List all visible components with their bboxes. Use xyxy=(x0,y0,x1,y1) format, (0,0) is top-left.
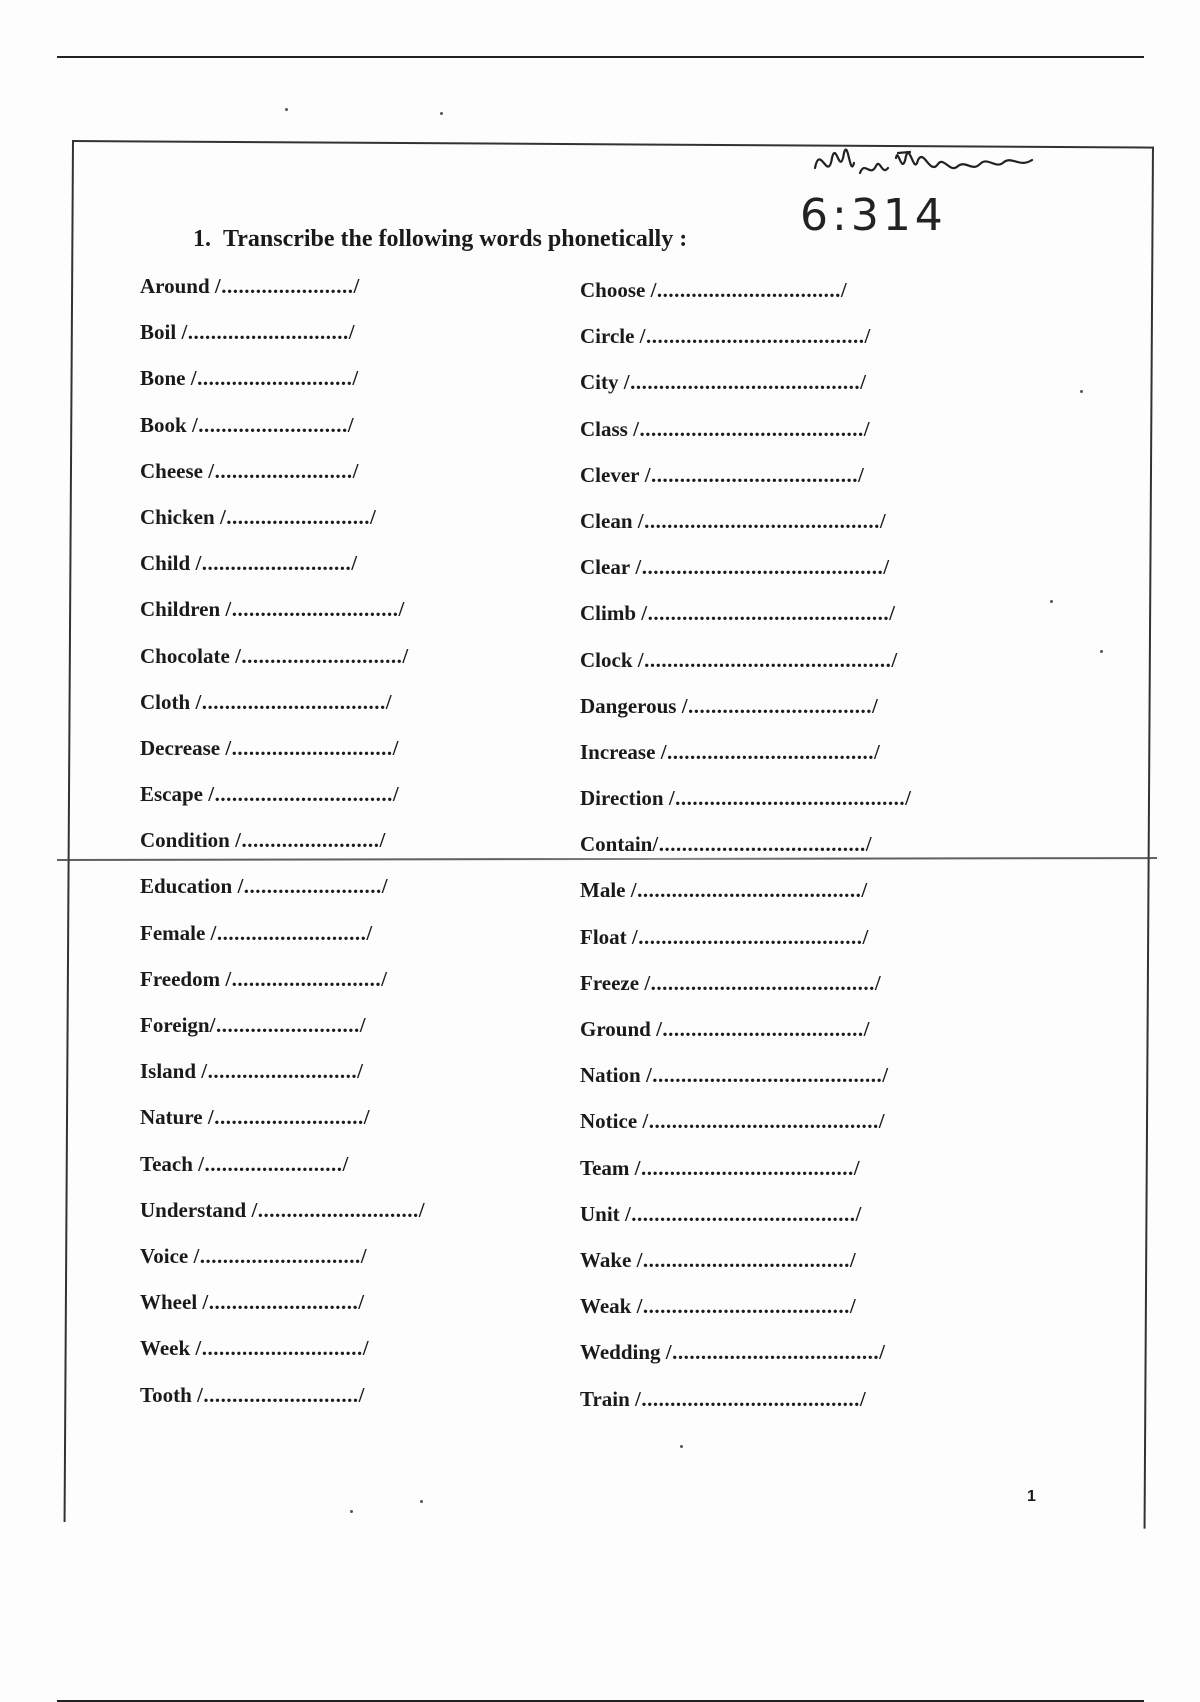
word-row xyxy=(140,366,425,412)
word-label: Cheese xyxy=(140,458,203,483)
question-heading xyxy=(193,226,687,253)
transcription-blank[interactable]: /...................................../ xyxy=(634,1155,861,1180)
word-label: Dangerous xyxy=(580,693,677,718)
question-number: 1. xyxy=(193,226,211,252)
transcription-blank[interactable]: /........................................../ xyxy=(641,601,896,626)
word-row xyxy=(580,925,912,971)
word-row xyxy=(580,878,912,924)
transcription-blank[interactable]: /......................................../ xyxy=(645,1063,889,1088)
word-row xyxy=(140,690,425,736)
transcription-blank[interactable]: /........................../ xyxy=(195,551,358,576)
word-label: Boil xyxy=(140,320,177,345)
transcription-blank[interactable]: /..................................../ xyxy=(652,832,873,857)
word-label: Children xyxy=(140,597,221,622)
transcription-blank[interactable]: /......................../ xyxy=(198,1151,349,1176)
word-label: Decrease xyxy=(140,735,221,760)
word-label: Education xyxy=(140,874,233,899)
word-row xyxy=(140,1383,425,1429)
word-row xyxy=(580,509,912,555)
question-text: Transcribe the following words phonetically : xyxy=(223,226,688,252)
transcription-blank[interactable]: /........................../ xyxy=(210,920,373,945)
word-row xyxy=(580,417,912,463)
transcription-blank[interactable]: /............................/ xyxy=(195,1336,370,1361)
scan-speck xyxy=(350,1510,353,1513)
word-label: Team xyxy=(580,1155,630,1180)
word-row xyxy=(580,786,912,832)
scan-speck xyxy=(420,1500,423,1503)
word-row xyxy=(140,597,425,643)
word-row xyxy=(140,459,425,505)
word-label: Climb xyxy=(580,601,637,626)
scan-speck xyxy=(680,1445,683,1448)
word-label: Understand xyxy=(140,1197,247,1222)
word-row xyxy=(140,551,425,597)
transcription-blank[interactable]: /................................/ xyxy=(650,278,848,302)
transcription-blank[interactable]: /......................./ xyxy=(214,274,360,298)
word-label: Nature xyxy=(140,1105,203,1130)
transcription-blank[interactable]: /......................................../ xyxy=(623,370,867,395)
word-row xyxy=(140,1152,425,1198)
transcription-blank[interactable]: /........................./ xyxy=(209,1013,367,1037)
transcription-blank[interactable]: /........................../ xyxy=(191,412,355,437)
word-row xyxy=(140,1059,425,1105)
transcription-blank[interactable]: /........................../ xyxy=(202,1290,365,1315)
transcription-blank[interactable]: /......................................./ xyxy=(630,878,868,903)
transcription-blank[interactable]: /..................................../ xyxy=(636,1247,857,1272)
transcription-blank[interactable]: /......................../ xyxy=(235,828,386,853)
word-row xyxy=(580,463,912,509)
word-row xyxy=(140,505,425,551)
word-label: City xyxy=(580,370,619,395)
top-rule xyxy=(57,56,1144,58)
page-number: 1 xyxy=(1027,1488,1036,1505)
word-row xyxy=(140,782,425,828)
scan-speck xyxy=(1100,650,1103,653)
transcription-blank[interactable]: /..................................../ xyxy=(660,739,881,764)
transcription-blank[interactable]: /....................................../ xyxy=(635,1386,867,1411)
word-label: Clock xyxy=(580,647,633,672)
word-label: Class xyxy=(580,416,628,441)
word-label: Notice xyxy=(580,1109,638,1134)
transcription-blank[interactable]: /......................../ xyxy=(237,874,389,899)
transcription-blank[interactable]: /....................................../ xyxy=(639,324,871,349)
transcription-blank[interactable]: /..................................../ xyxy=(644,462,865,487)
word-row xyxy=(140,1336,425,1382)
word-label: Book xyxy=(140,412,187,437)
word-label: Contain xyxy=(580,832,653,857)
word-row xyxy=(580,1294,912,1340)
transcription-blank[interactable]: /............................/ xyxy=(181,320,356,345)
word-label: Tooth xyxy=(140,1382,192,1407)
word-label: Escape xyxy=(140,782,203,807)
word-row xyxy=(140,644,425,690)
transcription-blank[interactable]: /................................/ xyxy=(195,689,393,714)
word-row xyxy=(580,278,912,324)
word-row xyxy=(580,740,912,786)
word-label: Increase xyxy=(580,739,656,764)
word-label: Weak xyxy=(580,1294,632,1319)
word-label: Foreign xyxy=(140,1013,210,1037)
word-label: Cloth xyxy=(140,689,191,714)
word-row xyxy=(580,971,912,1017)
word-label: Bone xyxy=(140,366,186,391)
word-row xyxy=(580,1387,912,1433)
transcription-blank[interactable]: /............................./ xyxy=(225,597,405,622)
transcription-blank[interactable]: /......................../ xyxy=(208,458,359,483)
word-label: Wheel xyxy=(140,1290,198,1315)
word-label: Child xyxy=(140,551,191,576)
transcription-blank[interactable]: /......................................../ xyxy=(668,786,912,811)
word-row xyxy=(580,1109,912,1155)
word-row xyxy=(580,694,912,740)
word-row xyxy=(140,874,425,920)
word-label: Condition xyxy=(140,828,230,853)
word-label: Female xyxy=(140,920,206,945)
transcription-blank[interactable]: /.........................../ xyxy=(190,366,359,391)
word-label: Clever xyxy=(580,462,640,487)
word-row xyxy=(580,1156,912,1202)
word-row xyxy=(140,1244,425,1290)
word-label: Train xyxy=(580,1386,630,1411)
word-row xyxy=(140,1198,425,1244)
word-label: Clear xyxy=(580,555,631,580)
word-label: Freedom xyxy=(140,966,221,991)
word-label: Around xyxy=(140,274,210,298)
word-row xyxy=(140,320,425,366)
scan-speck xyxy=(1050,600,1053,603)
word-row xyxy=(140,967,425,1013)
word-label: Wedding xyxy=(580,1340,661,1365)
word-label: Circle xyxy=(580,324,635,349)
transcription-blank[interactable]: /.........................../ xyxy=(197,1382,365,1407)
transcription-blank[interactable]: /......................................./ xyxy=(633,416,871,441)
word-row xyxy=(140,413,425,459)
word-label: Unit xyxy=(580,1201,620,1226)
word-row xyxy=(140,1290,425,1336)
signature-code: 6:314 xyxy=(800,190,947,241)
word-label: Nation xyxy=(580,1063,641,1088)
word-label: Voice xyxy=(140,1243,189,1268)
right-word-column xyxy=(580,278,912,1433)
transcription-blank[interactable]: /..................................../ xyxy=(636,1294,857,1319)
word-row xyxy=(580,555,912,601)
transcription-blank[interactable]: /......................................./ xyxy=(644,970,882,995)
word-label: Male xyxy=(580,878,626,903)
transcription-blank[interactable]: /........................../ xyxy=(207,1105,371,1130)
word-label: Chocolate xyxy=(140,643,230,668)
word-label: Teach xyxy=(140,1151,193,1176)
transcription-blank[interactable]: /......................................./ xyxy=(631,924,869,949)
transcription-blank[interactable]: /............................/ xyxy=(193,1243,368,1268)
word-row xyxy=(140,736,425,782)
transcription-blank[interactable]: /......................................../ xyxy=(642,1109,886,1134)
left-word-column xyxy=(140,274,425,1429)
transcription-blank[interactable]: /........................../ xyxy=(225,966,388,991)
word-label: Wake xyxy=(580,1247,632,1272)
transcription-blank[interactable]: /............................/ xyxy=(235,643,409,668)
word-label: Chicken xyxy=(140,504,215,529)
transcription-blank[interactable]: /.........................................../ xyxy=(637,647,898,672)
transcription-blank[interactable]: /........................................./ xyxy=(637,508,887,533)
transcription-blank[interactable]: /..................................../ xyxy=(665,1340,886,1365)
transcription-blank[interactable]: /................................/ xyxy=(681,693,879,718)
word-row xyxy=(140,921,425,967)
word-row xyxy=(140,1105,425,1151)
transcription-blank[interactable]: /......................................./ xyxy=(624,1201,862,1226)
transcription-blank[interactable]: /........................./ xyxy=(219,504,377,529)
word-row xyxy=(140,1013,425,1059)
word-row xyxy=(580,370,912,416)
word-row xyxy=(580,1017,912,1063)
word-row xyxy=(580,1248,912,1294)
word-label: Direction xyxy=(580,786,664,811)
transcription-blank[interactable]: /........................../ xyxy=(201,1059,364,1084)
scan-speck xyxy=(440,112,443,115)
word-row xyxy=(140,828,425,874)
word-label: Freeze xyxy=(580,970,640,995)
transcription-blank[interactable]: /............................/ xyxy=(251,1197,426,1222)
transcription-blank[interactable]: /........................................../ xyxy=(635,555,890,580)
word-label: Clean xyxy=(580,508,633,533)
word-label: Island xyxy=(140,1059,197,1084)
word-label: Ground xyxy=(580,1017,651,1041)
scan-speck xyxy=(1080,390,1083,393)
word-label: Float xyxy=(580,924,627,949)
word-label: Choose xyxy=(580,278,646,302)
word-row xyxy=(580,1202,912,1248)
word-row xyxy=(580,1340,912,1386)
scan-speck xyxy=(285,108,288,111)
word-row xyxy=(580,648,912,694)
transcription-blank[interactable]: /............................/ xyxy=(225,735,399,760)
word-row xyxy=(580,1063,912,1109)
word-row xyxy=(580,324,912,370)
transcription-blank[interactable]: /.................................../ xyxy=(656,1017,870,1041)
word-row xyxy=(580,601,912,647)
word-row xyxy=(140,274,425,320)
transcription-blank[interactable]: /.............................../ xyxy=(208,782,400,807)
word-row xyxy=(580,832,912,878)
word-label: Week xyxy=(140,1336,191,1361)
